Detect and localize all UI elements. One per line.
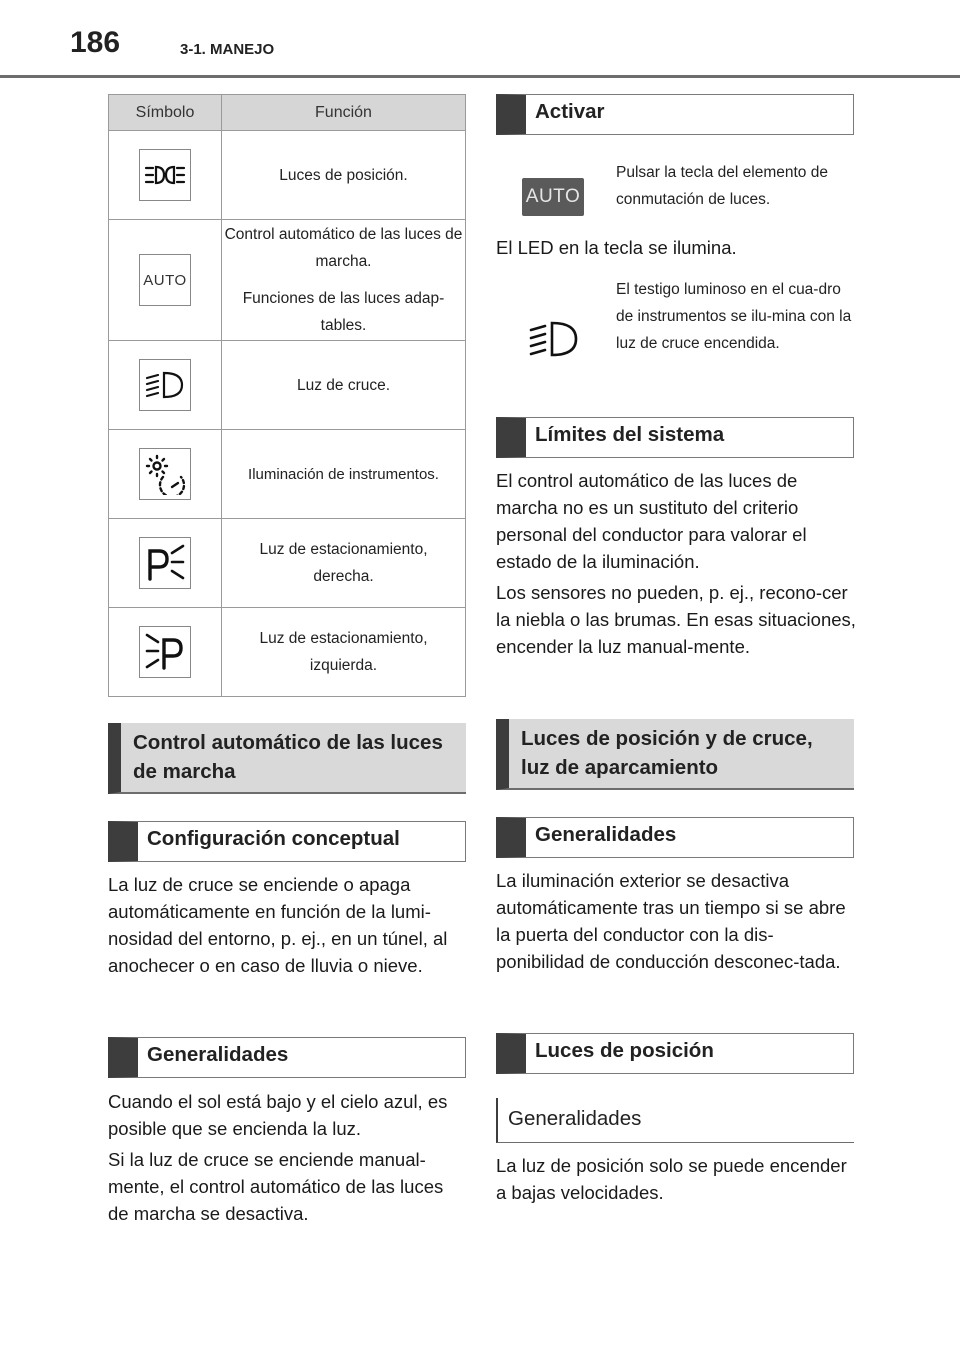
subheading-general: Generalidades: [496, 1098, 854, 1143]
activate-instruction: Pulsar la tecla del elemento de conmutación de luces.: [616, 164, 828, 208]
limits-paragraph-2: Los sensores no pueden, p. ej., recono-cer la niebla o las brumas. En esas situaciones, encender la luz manual-mente.: [496, 582, 856, 657]
function-text: Luz de estacionamiento, izquierda.: [259, 630, 428, 674]
column-header-symbol: Símbolo: [109, 95, 222, 131]
subsection-title-limits: Límites del sistema: [496, 417, 854, 458]
general-paragraph-1: Cuando el sol está bajo y el cielo azul, es posible que se encienda la luz.: [108, 1091, 448, 1139]
led-paragraph: El LED en la tecla se ilumina.: [496, 237, 737, 258]
parking-light-left-icon: [139, 626, 191, 678]
subsection-title-general-right: Generalidades: [496, 817, 854, 858]
position-paragraph: La luz de posición solo se puede encender a bajas velocidades.: [496, 1155, 847, 1203]
table-row: [109, 341, 466, 430]
low-beam-indicator-icon: [528, 318, 580, 365]
column-header-function: Función: [222, 95, 466, 131]
table-header-row: [109, 95, 466, 131]
position-lights-icon: [139, 149, 191, 201]
header-rule: [0, 75, 960, 78]
indicator-paragraph: El testigo luminoso en el cua-dro de instrumentos se ilu-mina con la luz de cruce encendida.: [616, 281, 852, 352]
auto-icon: [139, 254, 191, 306]
symbol-table: [108, 94, 466, 697]
auto-symbol-text: AUTO: [143, 271, 187, 289]
concept-paragraph: La luz de cruce se enciende o apaga automáticamente en función de la lumi-nosidad del entorno, p. ej., en un túnel, al anochecer o en caso de lluvia o nieve.: [108, 874, 448, 976]
general-paragraph-2: Si la luz de cruce se enciende manual-mente, el control automático de las luces de marcha se desactiva.: [108, 1149, 444, 1224]
limits-paragraph-1: El control automático de las luces de marcha no es un sustituto del criterio personal del conductor para valorar el estado de la iluminación.: [496, 470, 807, 572]
chapter-title: 3-1. MANEJO: [180, 41, 275, 58]
table-row: [109, 519, 466, 608]
section-title-auto-lights: Control automático de las luces de marcha: [108, 723, 466, 794]
function-text: Iluminación de instrumentos.: [248, 465, 439, 483]
subsection-title-activate: Activar: [496, 94, 854, 135]
instrument-illumination-icon: [139, 448, 191, 500]
subsection-title-concept: Configuración conceptual: [108, 821, 466, 862]
auto-button-icon: [522, 178, 584, 216]
table-row: [109, 430, 466, 519]
general-right-paragraph: La iluminación exterior se desactiva automáticamente tras un tiempo si se abre la puerta del conductor con la dis-ponibilidad de conducción desconec-tada.: [496, 870, 846, 972]
function-text: Luces de posición.: [279, 166, 408, 184]
auto-button-label: AUTO: [525, 186, 581, 207]
function-text: Control automático de las luces de marcha.: [224, 226, 463, 270]
table-row: [109, 131, 466, 220]
table-row: [109, 608, 466, 697]
subsection-title-position: Luces de posición: [496, 1033, 854, 1074]
subsection-title-general: Generalidades: [108, 1037, 466, 1078]
parking-light-right-icon: [139, 537, 191, 589]
function-text: Funciones de las luces adap-tables.: [242, 290, 445, 334]
table-row: [109, 220, 466, 341]
function-text: Luz de estacionamiento, derecha.: [259, 541, 428, 585]
low-beam-icon: [139, 359, 191, 411]
page-number: 186: [70, 26, 121, 59]
function-text: Luz de cruce.: [296, 376, 391, 394]
section-title-position-lights: Luces de posición y de cruce, luz de aparcamiento: [496, 719, 854, 790]
